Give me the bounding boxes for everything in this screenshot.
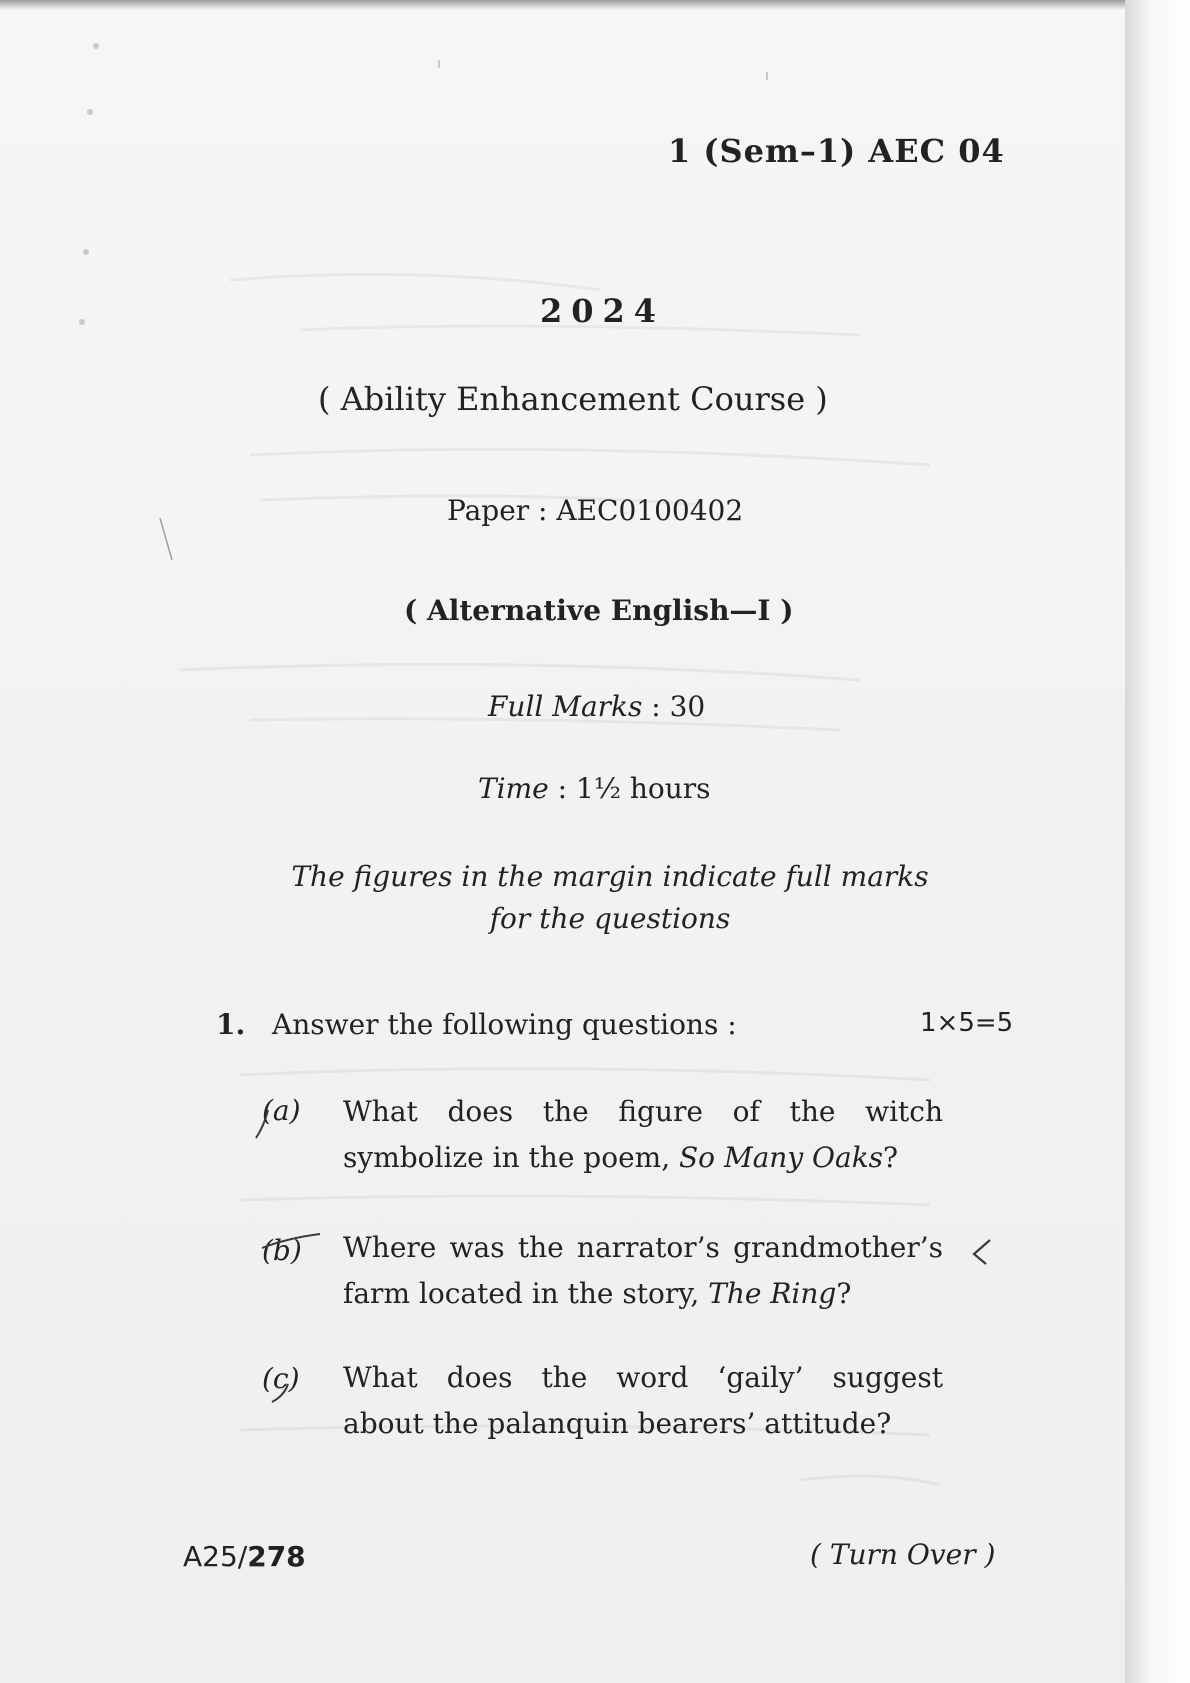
subject-title: ( Alternative English—I ) bbox=[404, 594, 794, 627]
part-b-title: The Ring bbox=[708, 1277, 837, 1310]
part-a-label: (a) bbox=[262, 1094, 301, 1127]
full-marks-value: : 30 bbox=[651, 690, 706, 723]
part-a-prefix: symbolize in the poem, bbox=[343, 1141, 679, 1174]
paper-code: 1 (Sem–1) AEC 04 bbox=[668, 132, 1005, 170]
pen-mark-c bbox=[262, 1366, 302, 1406]
part-b-prefix: farm located in the story, bbox=[343, 1277, 709, 1310]
time-label: Time bbox=[478, 772, 549, 805]
part-b-label: (b) bbox=[262, 1234, 302, 1267]
part-c-line-1: What does the word ‘gaily’ suggest bbox=[343, 1361, 943, 1394]
part-c-line-2 bbox=[343, 1401, 943, 1447]
exam-time bbox=[478, 772, 711, 805]
time-value: : 1½ hours bbox=[557, 772, 711, 805]
note-line-2: for the questions bbox=[489, 902, 731, 935]
paper-number: Paper : AEC0100402 bbox=[447, 494, 744, 527]
part-a-title: So Many Oaks bbox=[679, 1141, 884, 1174]
part-a-line-2 bbox=[343, 1135, 943, 1181]
part-a-text bbox=[343, 1089, 943, 1181]
marks-note bbox=[250, 856, 970, 940]
pen-mark-b bbox=[258, 1230, 328, 1270]
question-text: Answer the following questions : bbox=[272, 1008, 737, 1041]
part-b-line-2 bbox=[343, 1271, 943, 1317]
course-title: ( Ability Enhancement Course ) bbox=[318, 380, 828, 418]
part-b-text bbox=[343, 1225, 943, 1317]
part-b-suffix: ? bbox=[836, 1277, 852, 1310]
booklet-code bbox=[183, 1540, 306, 1573]
booklet-code-number: 278 bbox=[247, 1540, 306, 1573]
exam-year: 2024 bbox=[540, 292, 666, 330]
pen-tick-icon bbox=[968, 1236, 998, 1268]
page-edge bbox=[1125, 0, 1190, 1683]
part-a-line-1: What does the figure of the witch bbox=[343, 1095, 943, 1128]
part-a-suffix: ? bbox=[883, 1141, 899, 1174]
part-b-line-1: Where was the narrator’s grandmother’s bbox=[343, 1231, 943, 1264]
question-number: 1. bbox=[216, 1008, 246, 1041]
part-c-prefix: about the palanquin bearers’ attitude? bbox=[343, 1407, 892, 1440]
turn-over: ( Turn Over ) bbox=[810, 1538, 996, 1571]
full-marks-label: Full Marks bbox=[488, 690, 643, 723]
booklet-code-prefix: A25/ bbox=[183, 1540, 248, 1573]
part-c-label: (c) bbox=[262, 1362, 300, 1395]
part-c-text bbox=[343, 1355, 943, 1447]
full-marks bbox=[488, 690, 705, 723]
note-line-1: The figures in the margin indicate full marks bbox=[291, 860, 929, 893]
question-marks: 1×5=5 bbox=[920, 1008, 1014, 1038]
pen-mark-a bbox=[250, 1098, 300, 1144]
